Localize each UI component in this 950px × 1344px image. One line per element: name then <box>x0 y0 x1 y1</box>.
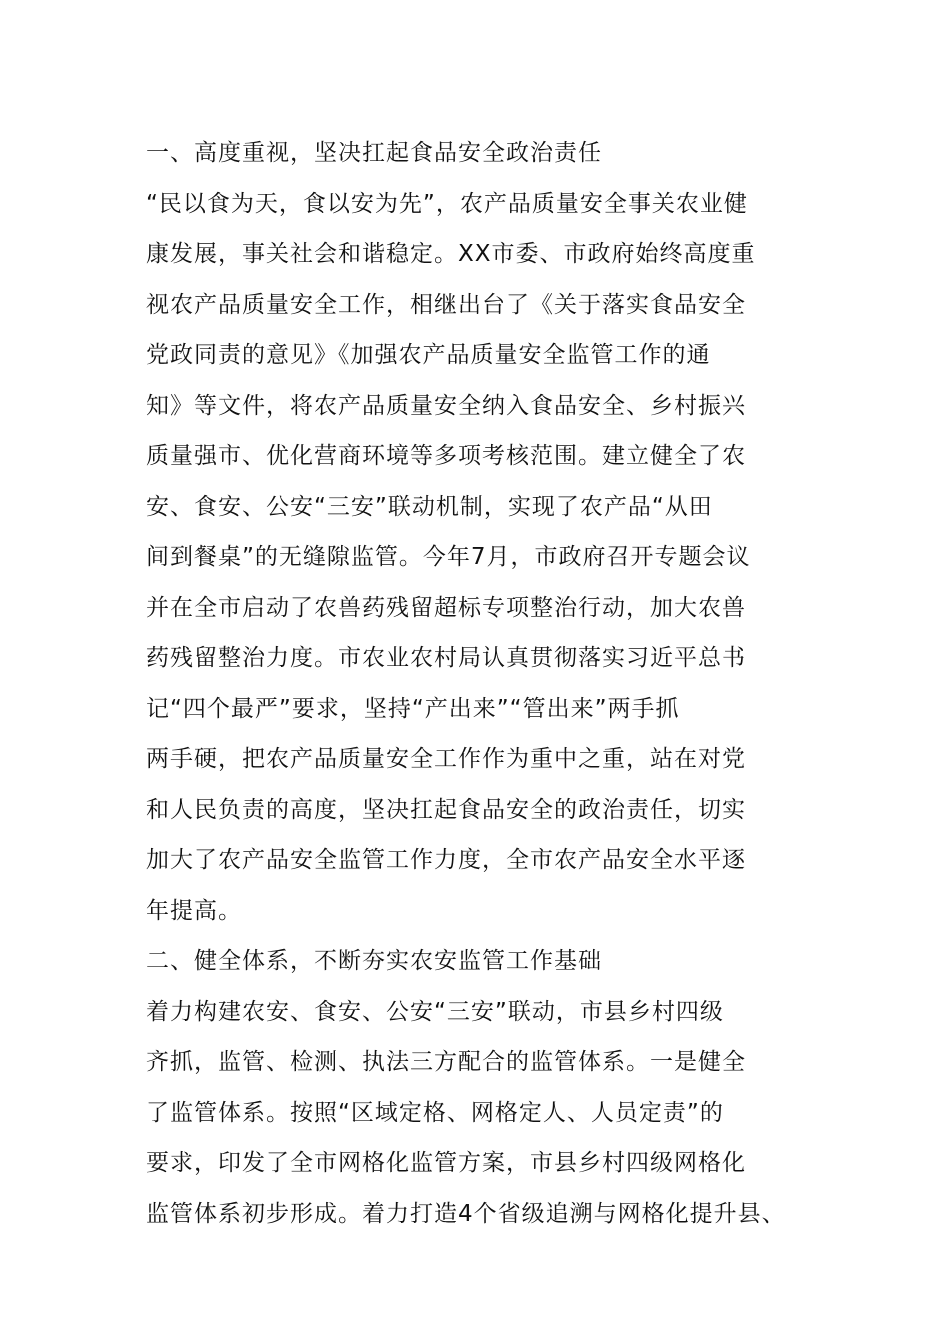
body-line: 监管体系初步形成。着力打造4个省级追溯与网格化提升县、 <box>146 1200 786 1227</box>
body-line: 要求，印发了全市网格化监管方案，市县乡村四级网格化 <box>146 1150 746 1176</box>
body-line: 着力构建农安、食安、公安“三安”联动，市县乡村四级 <box>146 998 724 1025</box>
heading-section-2: 二、健全体系，不断夯实农安监管工作基础 <box>146 948 602 974</box>
body-line: 药残留整治力度。市农业农村局认真贯彻落实习近平总书 <box>146 645 746 671</box>
document-body <box>146 128 846 1239</box>
body-line: 记“四个最严”要求，坚持“产出来”“管出来”两手抓 <box>146 695 680 722</box>
body-line: 和人民负责的高度，坚决扛起食品安全的政治责任，切实 <box>146 796 746 823</box>
heading-section-1: 一、高度重视，坚决扛起食品安全政治责任 <box>146 140 602 166</box>
body-line: 间到餐桌”的无缝隙监管。今年7月，市政府召开专题会议 <box>146 544 751 570</box>
body-line: 康发展，事关社会和谐稳定。XX市委、市政府始终高度重 <box>146 241 756 267</box>
body-line: 齐抓，监管、检测、执法三方配合的监管体系。一是健全 <box>146 1049 746 1075</box>
body-line: 知》等文件，将农产品质量安全纳入食品安全、乡村振兴 <box>146 392 746 419</box>
body-line: 加大了农产品安全监管工作力度，全市农产品安全水平逐 <box>146 847 746 873</box>
body-line: 视农产品质量安全工作，相继出台了《关于落实食品安全 <box>146 291 746 318</box>
body-line: 并在全市启动了农兽药残留超标专项整治行动，加大农兽 <box>146 594 746 621</box>
body-line: 了监管体系。按照“区域定格、网格定人、人员定责”的 <box>146 1099 724 1126</box>
body-line: 年提高。 <box>146 897 242 924</box>
body-line: 质量强市、优化营商环境等多项考核范围。建立健全了农 <box>146 443 746 469</box>
body-line: “民以食为天，食以安为先”，农产品质量安全事关农业健 <box>146 190 748 217</box>
body-line: 安、食安、公安“三安”联动机制，实现了农产品“从田 <box>146 493 713 520</box>
body-line: 党政同责的意见》《加强农产品质量安全监管工作的通 <box>146 342 711 368</box>
body-line: 两手硬，把农产品质量安全工作作为重中之重，站在对党 <box>146 746 746 772</box>
